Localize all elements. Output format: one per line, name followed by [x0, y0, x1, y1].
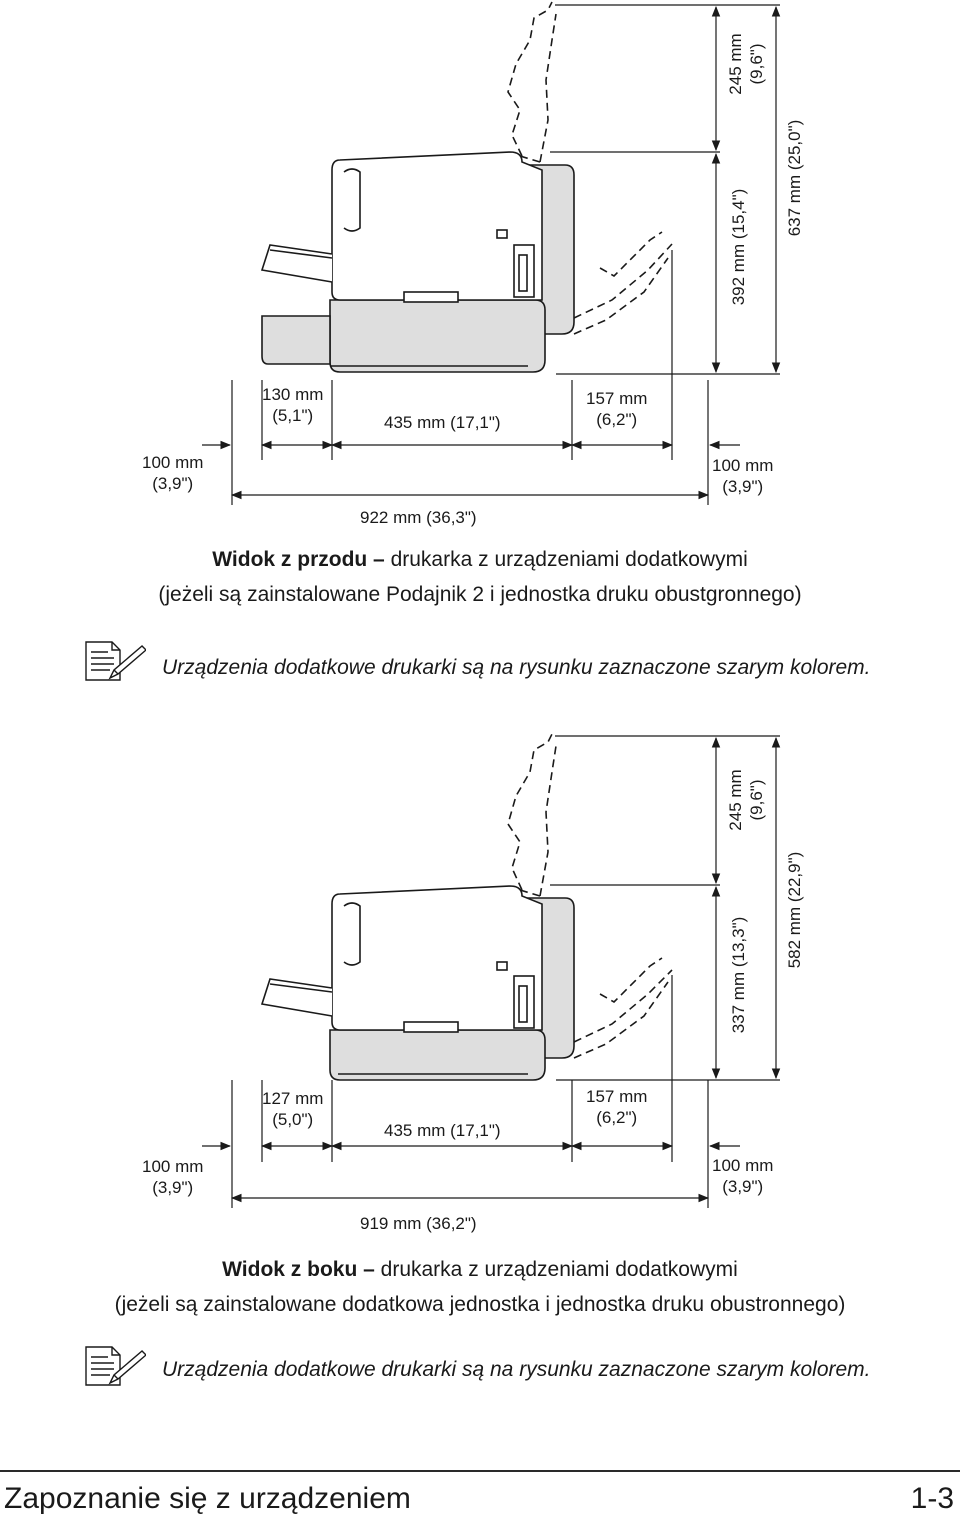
- tray-dimension-label: 127 mm (5,0"): [262, 1089, 324, 1129]
- tray-dimension-label: 130 mm (5,1"): [262, 385, 324, 425]
- front-view-diagram: [0, 0, 960, 530]
- caption-rest: drukarka z urządzeniami dodatkowymi: [380, 1258, 738, 1281]
- note-pen-icon: [84, 1345, 146, 1387]
- footer-chapter-title: Zapoznanie się z urządzeniem: [4, 1482, 411, 1515]
- caption-bold: Widok z przodu –: [212, 548, 391, 571]
- front-view-caption: [0, 542, 960, 612]
- top-height-label: 245 mm (9,6"): [726, 33, 766, 95]
- total-height-label: 582 mm (22,9"): [785, 851, 804, 969]
- left-margin-label: 100 mm (3,9"): [142, 1157, 204, 1197]
- body-width-label: 435 mm (17,1"): [384, 413, 501, 432]
- printer-body: [332, 152, 542, 300]
- tray-extension: [262, 316, 330, 364]
- right-margin-label: 100 mm (3,9"): [712, 1156, 774, 1196]
- right-margin-label: 100 mm (3,9"): [712, 456, 774, 496]
- lower-tray: [330, 1030, 545, 1080]
- lower-tray: [330, 300, 545, 372]
- total-height-label: 637 mm (25,0"): [785, 119, 804, 237]
- page-footer: [0, 1470, 960, 1522]
- caption-detail: (jeżeli są zainstalowane Podajnik 2 i jednostka druku obustgronnego): [158, 583, 802, 606]
- note-pen-icon: [84, 640, 146, 682]
- caption-rest: drukarka z urządzeniami dodatkowymi: [390, 548, 748, 571]
- total-width-label: 922 mm (36,3"): [360, 508, 477, 527]
- unit-dimension-label: 157 mm (6,2"): [586, 1087, 648, 1127]
- side-view-caption: [0, 1252, 960, 1322]
- body-width-label: 435 mm (17,1"): [384, 1121, 501, 1140]
- top-height-label: 245 mm (9,6"): [726, 769, 766, 831]
- printer-body: [332, 886, 542, 1030]
- total-width-label: 919 mm (36,2"): [360, 1214, 477, 1233]
- front-view-note: Urządzenia dodatkowe drukarki są na rysunku zaznaczone szarym kolorem.: [162, 656, 871, 679]
- body-height-label: 337 mm (13,3"): [729, 916, 748, 1034]
- unit-dimension-label: 157 mm (6,2"): [586, 389, 648, 429]
- left-margin-label: 100 mm (3,9"): [142, 453, 204, 493]
- side-view-diagram: [0, 730, 960, 1230]
- side-view-note: Urządzenia dodatkowe drukarki są na rysunku zaznaczone szarym kolorem.: [162, 1358, 871, 1381]
- caption-detail: (jeżeli są zainstalowane dodatkowa jednostka i jednostka druku obustronnego): [114, 1293, 846, 1316]
- body-height-label: 392 mm (15,4"): [729, 188, 748, 306]
- footer-page-number: 1-3: [910, 1482, 954, 1515]
- caption-bold: Widok z boku –: [222, 1258, 381, 1281]
